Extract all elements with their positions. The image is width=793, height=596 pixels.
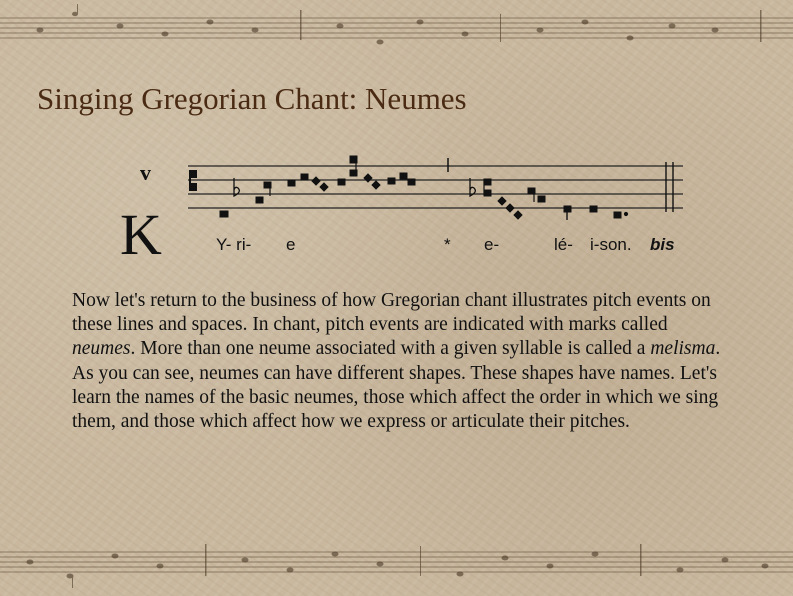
rhombus	[514, 211, 522, 219]
punctum	[256, 197, 263, 203]
body-paragraph	[72, 289, 722, 434]
punctum	[288, 180, 295, 186]
chant-staff-figure	[118, 150, 688, 265]
punctum	[614, 212, 621, 218]
top-border-staff	[0, 0, 793, 60]
lyric-syllable: i-son.	[590, 235, 632, 254]
lyric-syllable: *	[444, 235, 451, 254]
punctum	[350, 170, 357, 176]
flat-sign-icon	[470, 178, 475, 196]
punctum	[301, 174, 308, 180]
punctum	[590, 206, 597, 212]
body-text-segment: Now let's return to the business of how Gregorian chant illustrates pitch events on these lines and spaces. In chant, pitch events are indicated with marks called	[72, 290, 711, 336]
term-melisma: melisma	[650, 338, 716, 360]
punctum	[538, 196, 545, 202]
punctum	[388, 178, 395, 184]
rhombus	[364, 174, 372, 182]
lyric-syllable: e-	[484, 235, 500, 254]
lyric-syllable: e	[286, 235, 296, 254]
initial-letter: K	[120, 202, 162, 265]
punctum	[484, 179, 491, 185]
punctum	[220, 211, 228, 217]
slide-title: Singing Gregorian Chant: Neumes	[37, 81, 467, 116]
rhombus	[498, 197, 506, 205]
flat-sign-icon	[234, 178, 239, 196]
lyric-syllable: Y- ri-	[216, 235, 252, 254]
punctum	[400, 173, 407, 179]
body-text-segment: . As you can see, neumes can have different shapes. These shapes have names. Let's learn the names of the basic neumes, those which affect the order in which we sing them, and those which affect how we express or articulate their pitches.	[72, 338, 721, 433]
bottom-border-staff	[0, 536, 793, 596]
punctum	[408, 179, 415, 185]
term-neumes: neumes	[72, 338, 131, 360]
punctum	[484, 190, 491, 196]
rhombus	[506, 204, 514, 212]
mode-number: v	[140, 160, 151, 185]
rhombus	[372, 181, 380, 189]
lyric-repeat-mark: bis	[650, 235, 675, 254]
rhombus	[320, 183, 328, 191]
body-text-segment: . More than one neume associated with a given syllable is called a	[130, 338, 651, 360]
chant-notation-example	[118, 150, 688, 265]
rhombus	[312, 177, 320, 185]
punctum	[338, 179, 345, 185]
punctum	[564, 206, 571, 212]
lyric-syllable: lé-	[554, 235, 573, 254]
